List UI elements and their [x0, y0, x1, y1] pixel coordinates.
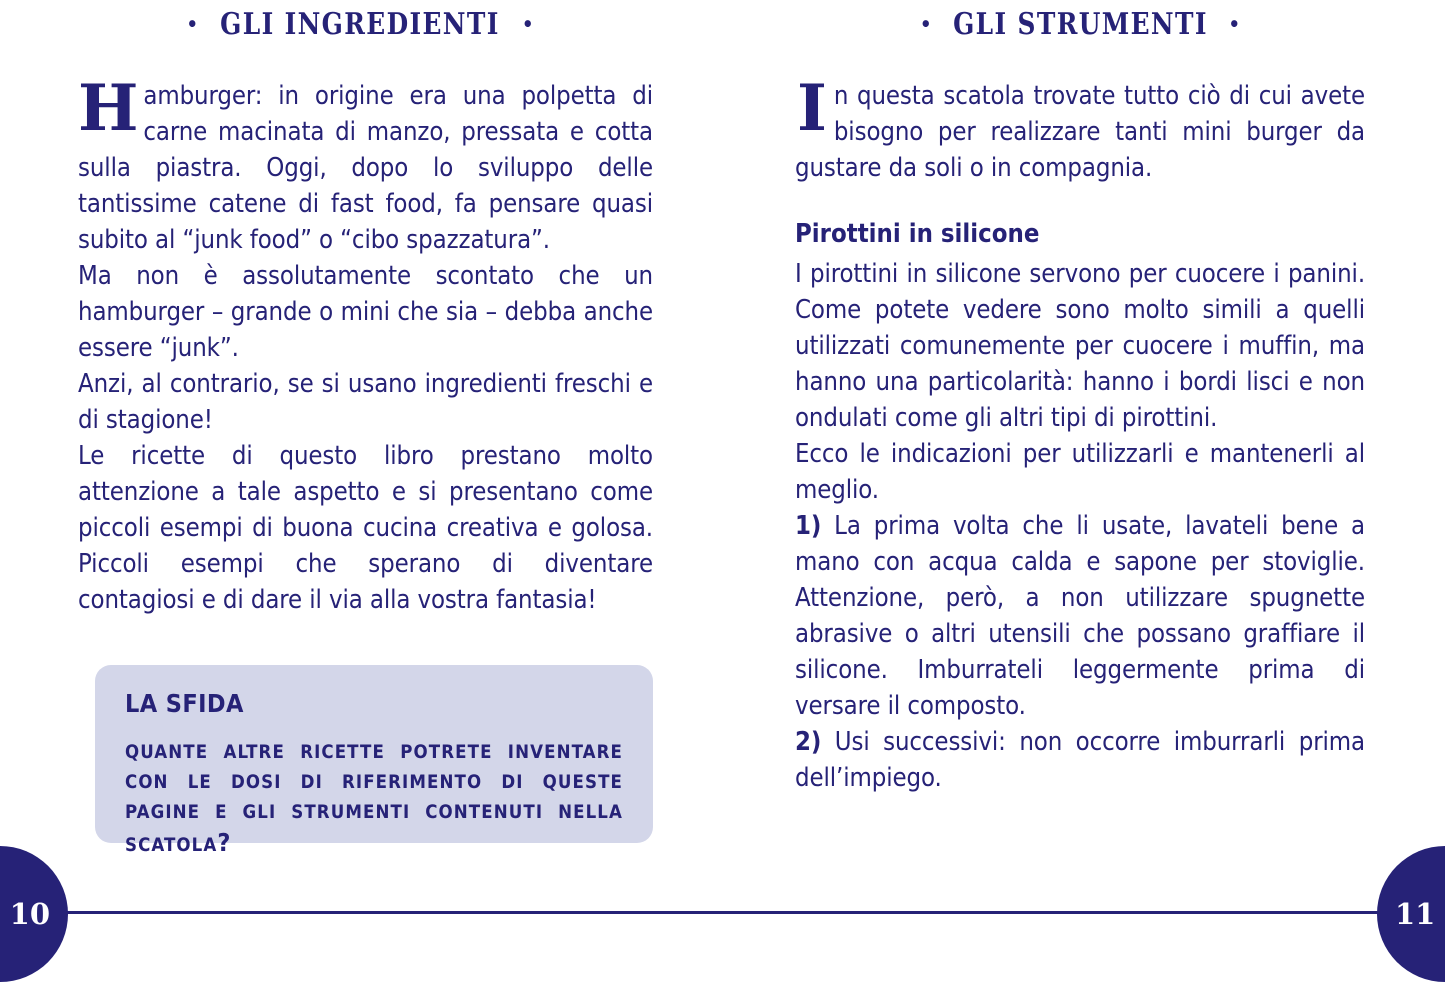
footer-divider [18, 911, 1427, 914]
page-number-left [0, 846, 68, 982]
left-paragraph-1-text: amburger: in origine era una polpetta di carne macinata di manzo, pressata e cotta sulla piastra. Oggi, dopo lo sviluppo delle tantissime catene di fast food, fa pensare quasi subito al “junk food” o “cibo spazzatura”. [78, 81, 653, 255]
left-paragraph-2: Ma non è assolutamente scontato che un hamburger – grande o mini che sia – debba anche essere “junk”. [78, 261, 653, 363]
right-list-item-1-marker: 1) [795, 511, 822, 541]
challenge-callout-text [125, 738, 623, 861]
right-list-item-2-text: Usi successivi: non occorre imburrarli prima dell’impiego. [795, 727, 1365, 793]
right-paragraph-2: I pirottini in silicone servono per cuocere i panini. Come potete vedere sono molto simili a quelli utilizzati comunemente per cuocere i muffin, ma hanno una particolarità: hanno i bordi lisci e non ondulati come gli altri tipi di pirottini. [795, 259, 1365, 433]
right-list-item-1 [795, 508, 1365, 724]
left-page-title-text: GLI INGREDIENTI [220, 7, 500, 42]
right-page-title-text: GLI STRUMENTI [952, 7, 1208, 42]
challenge-callout-title: LA SFIDA [125, 689, 244, 718]
right-paragraph-1-text: n questa scatola trovate tutto ciò di cui avete bisogno per realizzare tanti mini burger da gustare da soli o in compagnia. [795, 81, 1365, 183]
right-list-item-2-marker: 2) [795, 727, 822, 757]
title-bullet-right-icon: • [521, 12, 534, 37]
right-dropcap: I [797, 71, 827, 146]
right-paragraph-1 [795, 71, 1365, 186]
title-bullet-right-icon-right: • [1228, 12, 1240, 37]
title-bullet-left-icon: • [186, 12, 199, 37]
right-page-title [760, 7, 1400, 42]
page-number-left-text: 10 [9, 897, 50, 931]
title-bullet-left-icon-right: • [920, 12, 932, 37]
left-dropcap: H [78, 71, 139, 146]
challenge-callout-question-mark: ? [217, 828, 231, 857]
challenge-callout-question: QUANTE ALTRE RICETTE POTRETE INVENTARE CON LE DOSI DI RIFERIMENTO DI QUESTE PAGINE E GLI STRUMENTI CONTENUTI NELLA SCATOLA [125, 742, 623, 856]
right-column [795, 71, 1365, 796]
left-paragraph-1 [78, 71, 653, 258]
left-paragraph-3: Anzi, al contrario, se si usano ingredienti freschi e di stagione! [78, 369, 653, 435]
left-column [78, 71, 653, 618]
left-paragraph-4: Le ricette di questo libro prestano molto attenzione a tale aspetto e si presentano come piccoli esempi di buona cucina creativa e golosa. Piccoli esempi che sperano di diventare contagiosi e di dare il via alla vostra fantasia! [78, 441, 653, 615]
right-paragraph-3: Ecco le indicazioni per utilizzarli e mantenerli al meglio. [795, 439, 1365, 505]
right-list-item-1-text: La prima volta che li usate, lavateli bene a mano con acqua calda e sapone per stoviglie. Attenzione, però, a non utilizzare spugnette abrasive o altri utensili che possano graffiare il silicone. Imburrateli leggermente prima di versare il composto. [795, 511, 1365, 721]
page-number-right-text: 11 [1395, 897, 1436, 931]
page-number-right [1377, 846, 1445, 982]
right-subheading: Pirottini in silicone [795, 219, 1040, 249]
right-list-item-2 [795, 724, 1365, 796]
left-page-title [30, 7, 690, 42]
challenge-callout-box [95, 665, 653, 857]
